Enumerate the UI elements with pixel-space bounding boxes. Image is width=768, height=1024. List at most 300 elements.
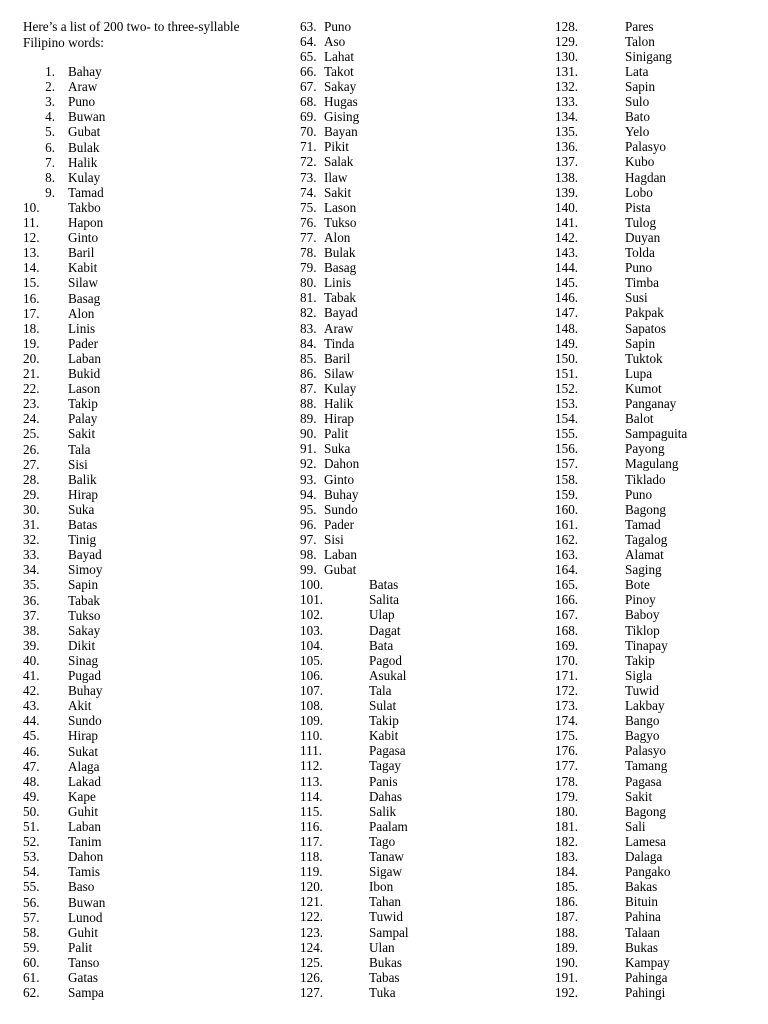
item-number: 107.: [300, 682, 324, 698]
item-number: 46.: [23, 743, 40, 759]
item-number: 182.: [555, 833, 579, 849]
item-number: 79.: [300, 260, 317, 276]
word-text: Sulo: [625, 94, 650, 109]
list-item: [23, 532, 273, 547]
item-number: 30.: [23, 501, 40, 517]
item-number: 92.: [300, 456, 317, 472]
item-number: 160.: [555, 501, 579, 517]
item-number: 141.: [555, 214, 579, 230]
word-text: Pader: [324, 516, 355, 532]
list-item: [300, 336, 550, 351]
word-text: Sinigang: [625, 48, 672, 64]
word-text: Ginto: [68, 230, 99, 246]
list-item: [300, 970, 550, 985]
item-number: 131.: [555, 63, 579, 79]
list-item: [23, 577, 273, 592]
word-text: Sulat: [369, 698, 397, 713]
item-number: 159.: [555, 486, 579, 502]
item-number: 56.: [23, 894, 40, 910]
item-number: 186.: [555, 894, 579, 910]
word-text: Hugas: [324, 94, 358, 109]
list-item: [555, 487, 768, 502]
word-text: Sisi: [324, 531, 344, 547]
item-number: 99.: [300, 562, 317, 578]
item-number: 60.: [23, 954, 40, 970]
item-number: 129.: [555, 33, 579, 49]
list-item: [555, 728, 768, 743]
item-number: 155.: [555, 426, 579, 442]
word-text: Tahan: [369, 894, 402, 910]
list-item: [23, 925, 273, 940]
list-item: [555, 758, 768, 773]
word-text: Baso: [68, 879, 95, 895]
item-number: 181.: [555, 818, 579, 834]
word-text: Baril: [324, 350, 351, 366]
word-text: Paalam: [369, 818, 408, 834]
word-text: Hagdan: [625, 169, 667, 185]
item-number: 104.: [300, 637, 324, 653]
word-text: Tuktok: [625, 350, 663, 366]
list-item: [23, 411, 273, 426]
list-item: [300, 879, 550, 894]
word-text: Lakbay: [625, 698, 665, 713]
list-item: [23, 472, 273, 487]
item-number: 156.: [555, 441, 579, 457]
list-item: [23, 457, 273, 472]
item-number: 40.: [23, 652, 40, 668]
word-text: Sampa: [68, 985, 104, 1001]
list-item: [23, 306, 273, 321]
word-text: Lason: [324, 199, 357, 215]
item-number: 173.: [555, 698, 579, 713]
list-item: [300, 290, 550, 305]
item-number: 153.: [555, 396, 579, 411]
list-item: [23, 200, 273, 215]
list-item: [300, 668, 550, 683]
list-item: [300, 894, 550, 909]
word-text: Baboy: [625, 607, 660, 623]
word-text: Bakas: [625, 879, 658, 895]
item-number: 178.: [555, 773, 579, 789]
list-item: [555, 638, 768, 653]
item-number: 76.: [300, 214, 317, 230]
word-text: Ilaw: [324, 169, 348, 185]
list-item: [23, 275, 273, 290]
list-item: [23, 683, 273, 698]
list-item: [300, 200, 550, 215]
word-text: Tanaw: [369, 849, 404, 864]
item-number: 34.: [23, 562, 40, 578]
word-text: Balot: [625, 411, 654, 427]
word-text: Tamang: [625, 758, 668, 774]
word-text: Araw: [324, 320, 354, 336]
item-number: 161.: [555, 516, 579, 532]
word-text: Baril: [68, 245, 95, 261]
word-text: Tabak: [68, 592, 101, 608]
item-number: 62.: [23, 985, 40, 1001]
item-number: 7.: [45, 154, 55, 170]
item-number: 154.: [555, 411, 579, 427]
item-number: 10.: [23, 199, 40, 215]
list-item: [300, 562, 550, 577]
list-item: [555, 909, 768, 924]
word-text: Pahinga: [625, 969, 668, 985]
word-text: Lupa: [625, 365, 653, 381]
list-item: [300, 94, 550, 109]
word-text: Bahay: [68, 64, 102, 79]
item-number: 164.: [555, 562, 579, 578]
item-number: 66.: [300, 63, 317, 79]
list-item: [555, 834, 768, 849]
word-text: Dagat: [369, 622, 401, 638]
word-text: Bulak: [68, 139, 100, 155]
word-text: Sapin: [625, 78, 656, 94]
word-text: Kubo: [625, 154, 655, 170]
item-number: 152.: [555, 380, 579, 396]
word-text: Bagong: [625, 501, 667, 517]
list-item: [23, 849, 273, 864]
item-number: 44.: [23, 713, 40, 729]
item-number: 1.: [45, 64, 55, 79]
word-text: Alaga: [68, 758, 100, 774]
item-number: 96.: [300, 516, 317, 532]
item-number: 101.: [300, 592, 324, 608]
item-number: 47.: [23, 758, 40, 774]
word-text: Ibon: [369, 879, 394, 895]
list-item: [555, 275, 768, 290]
item-number: 8.: [45, 169, 55, 185]
list-item: [555, 245, 768, 260]
item-number: 140.: [555, 199, 579, 215]
item-number: 134.: [555, 109, 579, 125]
item-number: 50.: [23, 803, 40, 819]
word-text: Bagong: [625, 803, 667, 819]
list-item: [555, 955, 768, 970]
item-number: 127.: [300, 984, 324, 1000]
word-text: Tanso: [68, 954, 100, 970]
word-text: Pangako: [625, 864, 671, 880]
word-text: Alon: [68, 305, 95, 321]
word-text: Puno: [68, 94, 96, 110]
item-number: 184.: [555, 864, 579, 880]
word-text: Dalaga: [625, 849, 663, 864]
word-text: Puno: [625, 260, 653, 276]
list-item: [300, 487, 550, 502]
item-number: 77.: [300, 229, 317, 245]
list-item: [23, 698, 273, 713]
item-number: 126.: [300, 969, 324, 985]
word-text: Tago: [369, 833, 396, 849]
list-item: [300, 607, 550, 622]
list-item: [300, 49, 550, 64]
list-item: [23, 396, 273, 411]
item-number: 54.: [23, 864, 40, 880]
list-item: [300, 985, 550, 1000]
word-text: Bango: [625, 713, 660, 729]
list-item: [555, 774, 768, 789]
word-text: Tiklop: [625, 622, 660, 638]
list-item: [555, 200, 768, 215]
word-text: Saging: [625, 562, 662, 578]
list-item: [300, 109, 550, 124]
item-number: 142.: [555, 229, 579, 245]
list-item: [23, 245, 273, 260]
list-item: [300, 366, 550, 381]
word-text: Gubat: [68, 124, 101, 140]
list-item: [23, 608, 273, 623]
word-text: Tulog: [625, 214, 657, 230]
word-text: Kabit: [68, 260, 98, 276]
word-text: Suka: [324, 441, 351, 457]
list-item: [23, 94, 273, 109]
list-item: [23, 381, 273, 396]
list-item: [555, 170, 768, 185]
list-item: [300, 502, 550, 517]
list-item: [23, 789, 273, 804]
list-item: [555, 290, 768, 305]
word-text: Lobo: [625, 184, 653, 200]
item-number: 137.: [555, 154, 579, 170]
item-number: 31.: [23, 517, 40, 532]
item-number: 115.: [300, 803, 323, 819]
list-item: [555, 441, 768, 456]
word-text: Bayad: [324, 305, 358, 321]
word-text: Payong: [625, 441, 665, 457]
item-number: 13.: [23, 245, 40, 261]
word-text: Tukso: [68, 607, 101, 623]
list-item: [300, 789, 550, 804]
word-text: Sinag: [68, 652, 99, 668]
item-number: 125.: [300, 954, 324, 970]
word-text: Gatas: [68, 970, 99, 985]
item-number: 75.: [300, 199, 317, 215]
word-text: Duyan: [625, 229, 661, 245]
word-text: Sapin: [68, 577, 99, 593]
item-number: 158.: [555, 471, 579, 487]
item-number: 19.: [23, 335, 40, 351]
item-number: 3.: [45, 94, 55, 110]
item-number: 57.: [23, 909, 40, 925]
word-text: Takot: [324, 63, 354, 79]
word-text: Alon: [324, 229, 351, 245]
item-number: 20.: [23, 350, 40, 366]
item-number: 12.: [23, 230, 40, 246]
item-number: 144.: [555, 260, 579, 276]
word-text: Lakad: [68, 773, 101, 789]
word-text: Pikit: [324, 139, 349, 155]
list-item: [23, 336, 273, 351]
item-number: 167.: [555, 607, 579, 623]
word-text: Tamad: [625, 516, 661, 532]
list-item: [23, 774, 273, 789]
item-number: 106.: [300, 667, 324, 683]
word-text: Panganay: [625, 396, 677, 411]
list-item: [555, 124, 768, 139]
item-number: 27.: [23, 456, 40, 472]
item-number: 48.: [23, 773, 40, 789]
item-number: 124.: [300, 939, 324, 955]
word-text: Bato: [625, 109, 650, 125]
word-text: Laban: [68, 819, 101, 834]
list-item: [555, 607, 768, 622]
item-number: 185.: [555, 879, 579, 895]
list-item: [555, 623, 768, 638]
word-text: Lason: [68, 381, 101, 397]
list-item: [555, 698, 768, 713]
word-text: Guhit: [68, 803, 99, 819]
item-number: 39.: [23, 637, 40, 653]
list-item: [23, 170, 273, 185]
item-number: 147.: [555, 305, 579, 321]
word-text: Laban: [324, 547, 357, 562]
item-number: 11.: [23, 215, 39, 230]
item-number: 81.: [300, 290, 317, 306]
word-text: Lamesa: [625, 833, 667, 849]
list-item: [300, 64, 550, 79]
item-number: 55.: [23, 879, 40, 895]
list-item: [555, 109, 768, 124]
list-item: [23, 638, 273, 653]
list-item: [300, 19, 550, 34]
item-number: 128.: [555, 18, 579, 34]
item-number: 41.: [23, 668, 40, 683]
item-number: 112.: [300, 758, 323, 774]
item-number: 84.: [300, 335, 317, 351]
item-number: 2.: [45, 79, 55, 95]
list-item: [23, 366, 273, 381]
item-number: 130.: [555, 48, 579, 64]
item-number: 122.: [300, 909, 324, 925]
item-number: 190.: [555, 954, 579, 970]
list-item: [23, 864, 273, 879]
item-number: 145.: [555, 275, 579, 291]
word-text: Batas: [68, 517, 98, 532]
item-number: 73.: [300, 169, 317, 185]
item-number: 183.: [555, 849, 579, 864]
list-item: [555, 683, 768, 698]
word-text: Buhay: [324, 486, 359, 502]
word-text: Puno: [324, 18, 352, 34]
list-item: [555, 819, 768, 834]
word-text: Salita: [369, 592, 400, 608]
item-number: 97.: [300, 531, 317, 547]
word-text: Lata: [625, 63, 649, 79]
item-number: 176.: [555, 743, 579, 759]
list-item: [300, 441, 550, 456]
item-number: 116.: [300, 818, 323, 834]
word-text: Tinda: [324, 335, 355, 351]
list-item: [555, 472, 768, 487]
list-item: [555, 456, 768, 471]
item-number: 162.: [555, 531, 579, 547]
list-item: [23, 215, 273, 230]
list-item: [555, 34, 768, 49]
list-item: [555, 49, 768, 64]
item-number: 65.: [300, 48, 317, 64]
word-text: Kumot: [625, 380, 662, 396]
list-item: [555, 592, 768, 607]
item-number: 51.: [23, 819, 40, 834]
word-text: Sakay: [68, 622, 101, 638]
item-number: 180.: [555, 803, 579, 819]
list-item: [23, 64, 273, 79]
word-text: Akit: [68, 698, 92, 714]
word-text: Sakit: [625, 788, 653, 804]
word-text: Tagalog: [625, 531, 668, 547]
list-item: [300, 185, 550, 200]
item-number: 37.: [23, 607, 40, 623]
word-text: Dahon: [324, 456, 360, 472]
item-number: 80.: [300, 275, 317, 291]
item-number: 14.: [23, 260, 40, 276]
list-item: [23, 728, 273, 743]
list-item: [300, 321, 550, 336]
list-item: [23, 879, 273, 894]
list-item: [23, 321, 273, 336]
word-text: Gising: [324, 109, 360, 125]
list-item: [555, 396, 768, 411]
word-text: Sukat: [68, 743, 99, 759]
list-item: [23, 985, 273, 1000]
list-item: [23, 834, 273, 849]
word-text: Pader: [68, 335, 99, 351]
item-number: 93.: [300, 471, 317, 487]
item-number: 102.: [300, 607, 324, 623]
word-text: Hapon: [68, 215, 104, 230]
list-item: [23, 426, 273, 441]
list-item: [23, 185, 273, 200]
list-item: [555, 351, 768, 366]
word-text: Lunod: [68, 909, 103, 925]
item-number: 111.: [300, 743, 323, 759]
word-text: Pinoy: [625, 592, 656, 608]
word-text: Bote: [625, 577, 650, 593]
word-text: Bukas: [369, 954, 402, 970]
word-text: Susi: [625, 290, 648, 306]
word-text: Magulang: [625, 456, 679, 472]
word-text: Tabas: [369, 969, 400, 985]
item-number: 175.: [555, 728, 579, 744]
list-item: [555, 804, 768, 819]
list-item: [23, 593, 273, 608]
list-item: [300, 758, 550, 773]
word-text: Pakpak: [625, 305, 664, 321]
list-item: [300, 34, 550, 49]
list-item: [23, 940, 273, 955]
word-text: Takbo: [68, 199, 101, 215]
item-number: 105.: [300, 652, 324, 668]
list-item: [300, 683, 550, 698]
list-item: [555, 970, 768, 985]
word-text: Hirap: [68, 486, 99, 502]
word-text: Bayad: [68, 547, 102, 563]
item-number: 15.: [23, 275, 40, 291]
list-item: [23, 547, 273, 562]
list-item: [555, 789, 768, 804]
word-text: Talon: [625, 33, 655, 49]
list-item: [300, 653, 550, 668]
item-number: 61.: [23, 970, 40, 985]
word-text: Tiklado: [625, 471, 666, 487]
word-text: Takip: [369, 713, 399, 729]
list-item: [23, 713, 273, 728]
item-number: 32.: [23, 532, 40, 548]
item-number: 177.: [555, 758, 579, 774]
item-number: 189.: [555, 939, 579, 955]
list-item: [300, 139, 550, 154]
item-number: 58.: [23, 924, 40, 940]
item-number: 72.: [300, 154, 317, 170]
